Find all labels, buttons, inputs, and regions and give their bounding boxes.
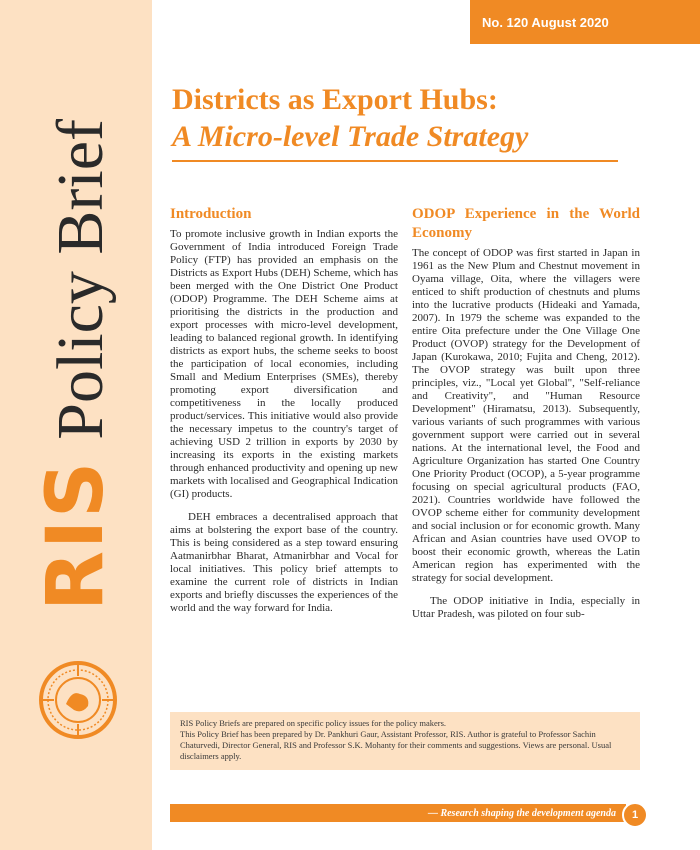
odop-paragraph-2: The ODOP initiative in India, especially in Uttar Pradesh, was piloted on four sub- (412, 595, 640, 620)
section-heading-introduction: Introduction (170, 206, 252, 222)
right-column (412, 205, 640, 631)
page-number: 1 (622, 802, 648, 828)
title-divider (172, 160, 618, 162)
issue-number: No. 120 August 2020 (470, 0, 700, 44)
note-line-2: This Policy Brief has been prepared by Dr. Pankhuri Gaur, Assistant Professor, RIS. Author is grateful to Professor Sachin Chaturvedi, Director General, RIS and Professor S.K. Mohanty for their comments and suggestions. Views are personal. Usual disclaimers apply. (180, 729, 612, 761)
left-column (170, 205, 398, 625)
series-org: RIS (31, 459, 121, 612)
series-name: Policy Brief (44, 118, 117, 440)
note-line-1: RIS Policy Briefs are prepared on specific policy issues for the policy makers. (180, 718, 447, 728)
author-note (170, 712, 640, 770)
intro-paragraph-2: DEH embraces a decentralised approach that aims at bolstering the export base of the country. This is being considered as a step toward ensuring Aatmanirbhar Bharat, Atmanirbhar and Vocal for local initiatives. This policy brief attempts to examine the current role of districts in Indian exports and briefly discusses the experiences of the world and the way forward for India. (170, 511, 398, 614)
footer-tagline: — Research shaping the development agenda (170, 804, 626, 822)
intro-paragraph-1: To promote inclusive growth in Indian exports the Government of India introduced Foreign Trade Policy (FTP) has provided an emphasis on the Districts as Export Hubs (DEH) Scheme, which has been merged with the One District One Product (ODOP) Programme. The DEH Scheme aims at prioritising the districts in the production and export processes with micro-level development, leading to balanced regional growth. In identifying districts as export hubs, the scheme seeks to boost the participation of local economies, including Small and Medium Enterprises (SMEs), thereby promoting export diversification and competitiveness in the locally produced product/services. This initiative would also provide the necessary impetus to the country's target of achieving USD 2 trillion in exports by 2030 by increasing its exports in the existing markets through enhanced productivity and opening up new markets with localised and Geographical Indication (GI) products. (170, 228, 398, 500)
ris-emblem-icon (38, 660, 118, 740)
sidebar (0, 0, 152, 850)
page-subtitle: A Micro-level Trade Strategy (172, 120, 529, 153)
page-title: Districts as Export Hubs: (172, 83, 498, 116)
series-title (31, 119, 121, 611)
odop-paragraph-1: The concept of ODOP was first started in Japan in 1961 as the New Plum and Chestnut movement in Oyama village, Oita, where the villagers were enticed to shift production of chestnuts and plums into the lucrative products (Hideaki and Yamada, 2007). In 1979 the scheme was expanded to the entire Oita prefecture under the One Village One Product (OVOP) strategy for the Development of Japan (Kurokawa, 2010; Fujita and Cheng, 2012). The OVOP strategy was built upon three principles, viz., "Local yet Global", "Self-reliance and Creativity", and "Human Resource Development" (Hiramatsu, 2013). Subsequently, various variants of such programmes with various government support were carried out in several nations. At the international level, the Food and Agriculture Organization has started One Country One Priority Product (OCOP), a 5-year programme focusing on special agricultural products (FAO, 2021). Countries worldwide have followed the OVOP scheme either for community development and social inclusion or for economic growth. Many African and Asian countries have used OVOP to boost their economic growth, whereas the Latin American region has experimented with the strategy for social development. (412, 247, 640, 584)
title-block (172, 82, 632, 162)
section-heading-odop: ODOP Experience in the World Economy (412, 206, 640, 241)
